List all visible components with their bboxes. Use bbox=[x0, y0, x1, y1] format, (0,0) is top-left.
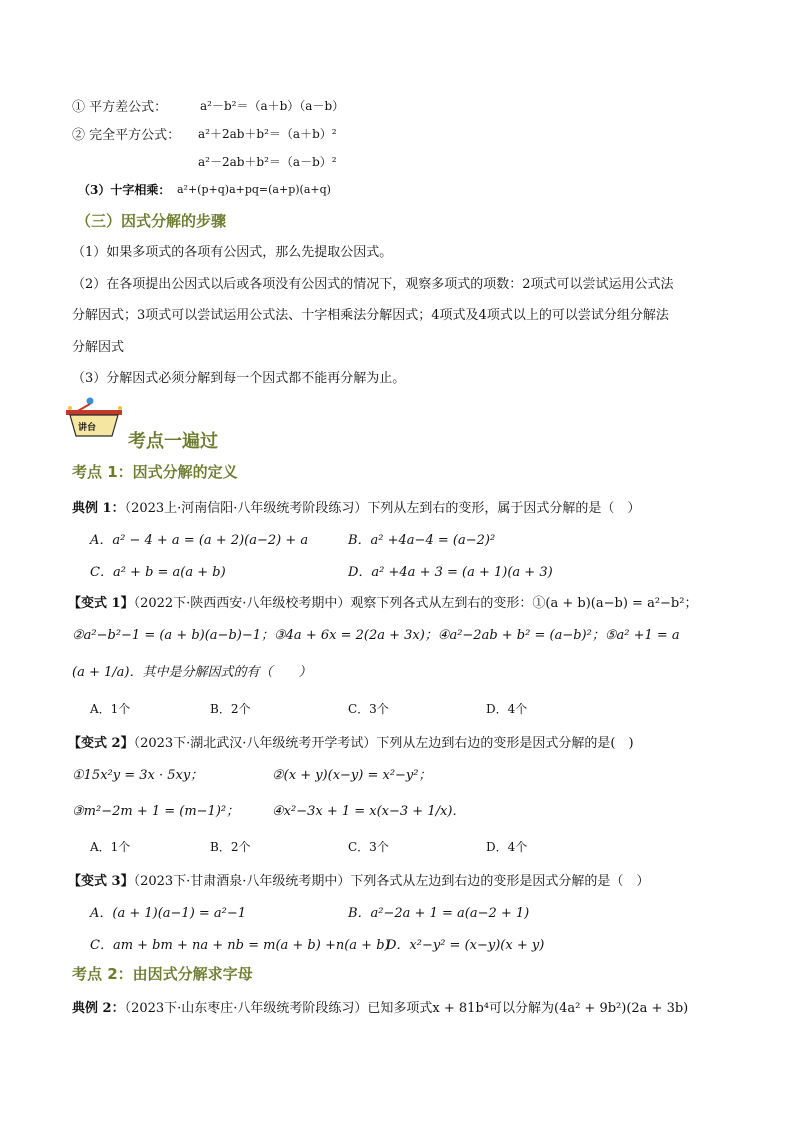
variant-1 bbox=[68, 592, 697, 611]
variant-2-option-d: D．4个 bbox=[486, 840, 528, 854]
variant-1-option-d: D．4个 bbox=[486, 702, 528, 716]
steps-paragraph-3: （3）分解因式必须分解到每一个因式都不能再分解为止。 bbox=[72, 371, 406, 386]
example-2 bbox=[72, 997, 688, 1016]
variant-1-option-c: C．3个 bbox=[348, 702, 389, 716]
formula-item-3-label: （3）十字相乘： bbox=[78, 183, 171, 197]
variant-3-option-a: A．(a + 1)(a−1) = a²−1 bbox=[90, 906, 247, 921]
variant-2-item-3: ③m²−2m + 1 = (m−1)²； bbox=[72, 804, 240, 819]
example-1-option-a: A．a² − 4 + a = (a + 2)(a−2) + a bbox=[90, 533, 309, 548]
variant-2-option-c: C．3个 bbox=[348, 840, 389, 854]
variant-2-option-b: B．2个 bbox=[210, 840, 251, 854]
variant-3 bbox=[68, 870, 649, 889]
example-2-label: 典例 2： bbox=[72, 1001, 125, 1016]
variant-3-option-d: D．x²−y² = (x−y)(x + y) bbox=[386, 938, 545, 953]
example-1-option-d: D．a² +4a + 3 = (a + 1)(a + 3) bbox=[348, 565, 553, 580]
lectern-logo-text: 讲台 bbox=[78, 423, 97, 433]
example-2-text: （2023下·山东枣庄·八年级统考阶段练习）已知多项式x + 81b⁴可以分解为(4a² + 9b²)(2a + 3b) bbox=[124, 1001, 689, 1016]
section-title: 考点一遍过 bbox=[128, 431, 218, 452]
formula-item-1-label: ① 平方差公式： bbox=[72, 100, 168, 115]
variant-1-option-b: B．2个 bbox=[210, 702, 251, 716]
kp1-heading: 考点 1：因式分解的定义 bbox=[72, 463, 238, 481]
steps-heading: （三）因式分解的步骤 bbox=[76, 212, 227, 230]
variant-2-item-4: ④x²−3x + 1 = x(x−3 + 1/x)． bbox=[272, 804, 466, 819]
variant-1-option-a: A．1个 bbox=[90, 702, 131, 716]
steps-paragraph-2-line-1: （2）在各项提出公因式以后或各项没有公因式的情况下，观察多项式的项数：2项式可以尝试运用公式法 bbox=[72, 277, 674, 292]
variant-2-option-a: A．1个 bbox=[90, 840, 131, 854]
formula-item-3: a²+(p+q)a+pq=(a+p)(a+q) bbox=[177, 183, 331, 196]
example-1-option-b: B．a² +4a−4 = (a−2)² bbox=[348, 533, 496, 548]
formula-item-2-label: ② 完全平方公式： bbox=[72, 128, 181, 143]
variant-2-item-2: ②(x + y)(x−y) = x²−y²； bbox=[272, 768, 432, 783]
variant-3-option-b: B．a²−2a + 1 = a(a−2 + 1) bbox=[348, 906, 530, 921]
variant-3-option-c: C．am + bm + na + nb = m(a + b) +n(a + b) bbox=[90, 938, 390, 953]
formula-item-2b: a²－2ab＋b²＝（a－b）² bbox=[198, 155, 337, 169]
lectern-icon bbox=[62, 396, 128, 440]
variant-3-text: （2023下·甘肃酒泉·八年级统考期中）下列各式从左边到右边的变形是因式分解的是（ ） bbox=[133, 874, 650, 889]
lectern-logo bbox=[62, 396, 128, 440]
variant-1-line-3: (a + 1/a)．其中是分解因式的有（ ） bbox=[72, 665, 312, 680]
formula-item-1: a²－b²＝（a＋b）（a－b） bbox=[200, 99, 345, 113]
variant-1-line-2: ②a²−b²−1 = (a + b)(a−b)−1；③4a + 6x = 2(2a + 3x)；④a²−2ab + b² = (a−b)²；⑤a² +1 = a bbox=[72, 628, 680, 643]
example-1-label: 典例 1： bbox=[72, 501, 125, 516]
variant-2-item-1: ①15x²y = 3x · 5xy； bbox=[72, 768, 204, 783]
steps-paragraph-1: （1）如果多项式的各项有公因式，那么先提取公因式。 bbox=[72, 245, 393, 260]
variant-2-text: （2023下·湖北武汉·八年级统考开学考试）下列从左边到右边的变形是因式分解的是( ) bbox=[133, 736, 634, 751]
example-1-text: （2023上·河南信阳·八年级统考阶段练习）下列从左到右的变形，属于因式分解的是（ ） bbox=[124, 501, 641, 516]
example-1-option-c: C．a² + b = a(a + b) bbox=[90, 565, 226, 580]
variant-1-line-1: （2022下·陕西西安·八年级校考期中）观察下列各式从左到右的变形：①(a + b)(a−b) = a²−b²； bbox=[133, 596, 698, 611]
kp2-heading: 考点 2：由因式分解求字母 bbox=[72, 965, 253, 983]
variant-2-label: 【变式 2】 bbox=[68, 736, 134, 751]
steps-paragraph-2-line-2: 分解因式；3项式可以尝试运用公式法、十字相乘法分解因式；4项式及4项式以上的可以尝试分组分解法 bbox=[72, 308, 669, 323]
steps-paragraph-2-line-3: 分解因式 bbox=[72, 340, 125, 355]
variant-2 bbox=[68, 732, 634, 751]
variant-1-label: 【变式 1】 bbox=[68, 596, 134, 611]
variant-3-label: 【变式 3】 bbox=[68, 874, 134, 889]
formula-item-2a: a²＋2ab＋b²＝（a＋b）² bbox=[198, 127, 337, 141]
example-1 bbox=[72, 497, 640, 516]
